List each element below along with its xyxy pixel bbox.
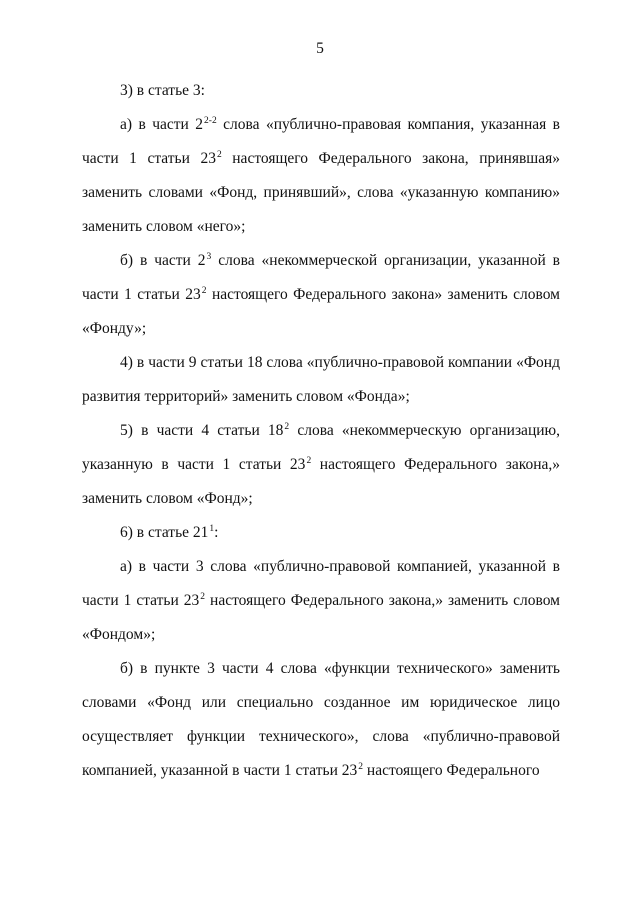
superscript: 3 — [206, 252, 212, 262]
paragraph-p2 — [82, 108, 560, 244]
text-run: а) в части 3 слова «публично-правовой компанией, указанной в части 1 статьи 23 — [82, 558, 560, 609]
paragraph-p6 — [82, 516, 560, 550]
text-run: 6) в статье 21 — [120, 524, 209, 541]
page-number: 5 — [316, 40, 324, 57]
text-run: настоящего Федерального — [363, 762, 540, 779]
paragraph-p7 — [82, 550, 560, 652]
paragraph-p5 — [82, 414, 560, 516]
paragraph-p1 — [82, 74, 560, 108]
text-run: 4) в части 9 статьи 18 слова «публично-правовой компании «Фонд развития территорий» заменить словом «Фонда»; — [82, 354, 560, 405]
text-run: настоящего Федерального закона, принявшая» заменить словами «Фонд, принявший», слова «указанную компанию» заменить словом «него»; — [82, 150, 560, 235]
document-body — [82, 74, 560, 788]
text-run: настоящего Федерального закона,» заменить словом «Фондом»; — [82, 592, 560, 643]
superscript: 2 — [216, 150, 222, 160]
paragraph-p4 — [82, 346, 560, 414]
text-run: а) в части 2 — [120, 116, 204, 133]
text-run: : — [214, 524, 219, 541]
text-run: слова «некоммерческую организацию, указанную в части 1 статьи 23 — [82, 422, 560, 473]
superscript: 2 — [358, 762, 364, 772]
text-run: настоящего Федерального закона,» заменить словом «Фонд»; — [82, 456, 561, 507]
text-run: 5) в части 4 статьи 18 — [120, 422, 284, 439]
superscript: 1 — [209, 524, 215, 534]
text-run: слова «публично-правовая компания, указанная в части 1 статьи 23 — [82, 116, 560, 167]
superscript: 2 — [200, 592, 206, 602]
paragraph-p3 — [82, 244, 560, 346]
text-run: настоящего Федерального закона» заменить словом «Фонду»; — [82, 286, 560, 337]
text-run: слова «некоммерческой организации, указанной в части 1 статьи 23 — [82, 252, 560, 303]
superscript: 2-2 — [204, 116, 217, 126]
superscript: 2 — [201, 286, 207, 296]
text-run: 3) в статье 3: — [120, 82, 205, 99]
superscript: 2 — [284, 422, 290, 432]
text-run: б) в части 2 — [120, 252, 206, 269]
paragraph-p8 — [82, 652, 560, 788]
superscript: 2 — [306, 456, 312, 466]
text-run: б) в пункте 3 части 4 слова «функции технического» заменить словами «Фонд или специально созданное им юридическое лицо осуществляет функции технического», слова «публично-правовой компанией, указанной в части 1 статьи 23 — [82, 660, 560, 779]
